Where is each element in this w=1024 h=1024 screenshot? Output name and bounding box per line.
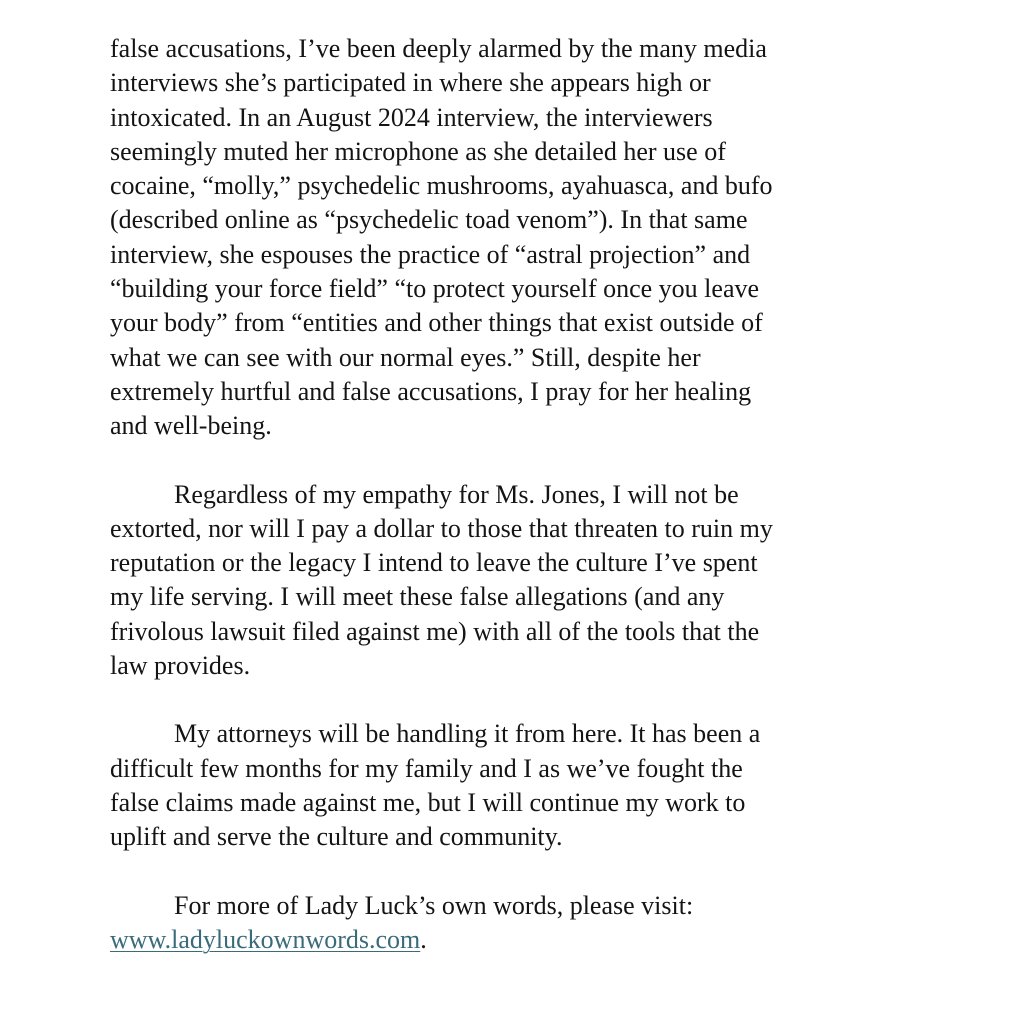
paragraph-1-line-10: what we can see with our normal eyes.” Still, despite her <box>110 342 701 372</box>
paragraph-1-line-5: cocaine, “molly,” psychedelic mushrooms, ayahuasca, and bufo <box>110 171 773 201</box>
paragraph-1-line-9: your body” from “entities and other things that exist outside of <box>110 308 763 338</box>
paragraph-1-line-8: “building your force field” “to protect yourself once you leave <box>110 274 760 304</box>
paragraph-1-line-1: false accusations, I’ve been deeply alarmed by the many media <box>110 34 767 63</box>
paragraph-1 <box>110 32 910 444</box>
paragraph-2-line-5: frivolous lawsuit filed against me) with all of the tools that the <box>110 616 760 646</box>
paragraph-3-line-4: uplift and serve the culture and community. <box>110 822 563 852</box>
paragraph-3-line-1: My attorneys will be handling it from here. It has been a <box>174 719 761 749</box>
closing-link-line <box>110 923 910 957</box>
paragraph-1-line-7: interview, she espouses the practice of “astral projection” and <box>110 239 751 269</box>
paragraph-1-line-11: extremely hurtful and false accusations, I pray for her healing <box>110 376 752 406</box>
closing-paragraph <box>110 889 910 958</box>
paragraph-2-line-3: reputation or the legacy I intend to leave the culture I’ve spent <box>110 548 758 578</box>
closing-period: . <box>420 924 427 954</box>
paragraph-2-line-4: my life serving. I will meet these false allegations (and any <box>110 582 725 612</box>
paragraph-2-line-2: extorted, nor will I pay a dollar to those that threaten to ruin my <box>110 513 773 543</box>
statement-document <box>110 32 910 991</box>
paragraph-3-line-2: difficult few months for my family and I as we’ve fought the <box>110 753 743 783</box>
paragraph-1-line-12: and well-being. <box>110 411 272 441</box>
paragraph-1-line-6: (described online as “psychedelic toad venom”). In that same <box>110 205 748 235</box>
paragraph-2 <box>110 478 910 684</box>
website-link[interactable]: www.ladyluckownwords.com <box>110 924 421 954</box>
closing-line: For more of Lady Luck’s own words, please visit: <box>174 890 694 920</box>
paragraph-3 <box>110 717 910 854</box>
paragraph-2-line-6: law provides. <box>110 651 251 681</box>
paragraph-1-line-3: intoxicated. In an August 2024 interview, the interviewers <box>110 102 713 132</box>
paragraph-1-line-4: seemingly muted her microphone as she detailed her use of <box>110 136 726 166</box>
paragraph-1-line-2: interviews she’s participated in where she appears high or <box>110 68 711 98</box>
paragraph-3-line-3: false claims made against me, but I will continue my work to <box>110 787 746 817</box>
paragraph-2-line-1: Regardless of my empathy for Ms. Jones, I will not be <box>174 479 739 509</box>
